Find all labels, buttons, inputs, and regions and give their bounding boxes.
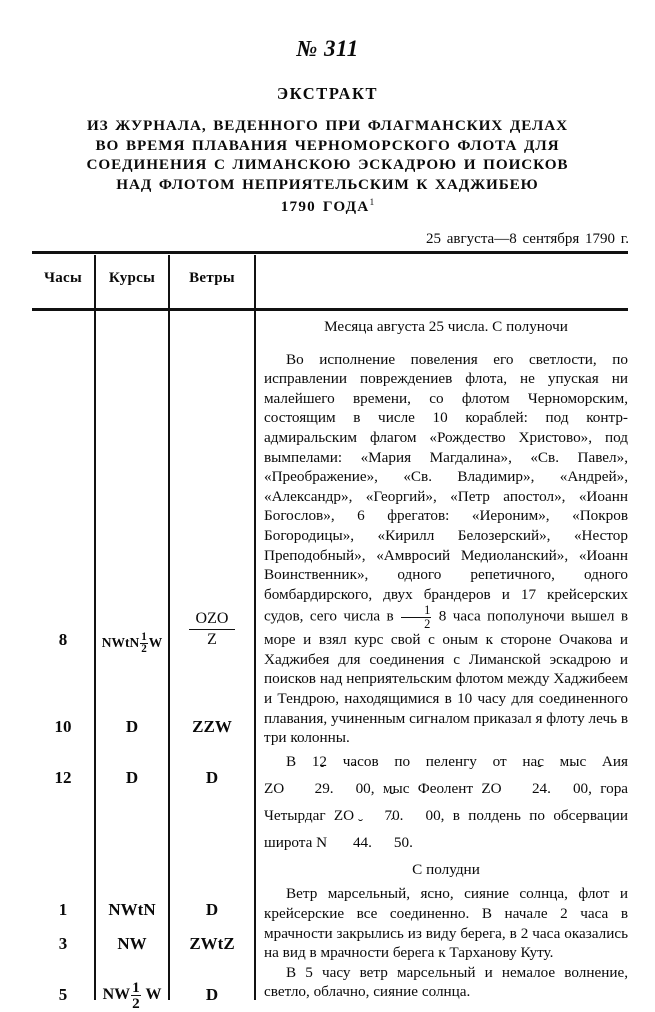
table-row-course: NWtN [108,900,156,919]
extract-label: ЭКСТРАКТ [276,84,379,103]
table-row-course [96,980,168,1011]
column-header-winds: Ветры [189,270,235,286]
acute-mark [334,766,356,780]
table-row-course: D [125,717,139,736]
table-row-hour: 5 [58,985,68,1004]
section-heading-midnight: Месяца августа 25 числа. С полуночи [324,318,568,335]
bearing-1-direction: ZO [264,779,285,797]
column-divider-winds [254,255,256,1000]
journal-table [32,251,629,1012]
table-row-hour: 8 [58,630,68,649]
date-range: 25 августа—8 сентября 1790 г. [426,230,629,247]
latitude-minutes: 50 [372,829,409,856]
wind-fraction [189,610,236,650]
bearing-3-minutes: 00 [403,802,440,829]
table-row-course [96,632,168,655]
title-line-4: НАД ФЛОТОМ НЕПРИЯТЕЛЬСКИМ К ХАДЖИБЕЮ [116,175,539,193]
column-header-courses: Курсы [108,270,156,286]
course-prefix: NW [102,986,131,1004]
paragraph-1-part-a: Во исполнение повеления его светлости, по исправлении повреждениев флота, не упуская ни малейшего времени, со флотом Черноморским, состоящим в числе 10 кораблей: под контр-адмиральским флагом «Рождество Христово», под вымпелами: «Мария Магдалина», «Св. Павел», «Преображение», «Св. Владимир», «Андрей», «Александр», «Георгий», «Петр апостол», «Иоанн Богослов», 6 фрегатов: «Иероним», «Покров Богородицы», «Кирилл Белозерский», «Нестор Преподобный», «Амвросий Медиоланский», «Иоанн Воинственник», одного репетичного, одного бомбардирского, двух брандеров и 17 крейсерских судов, сего числа в [264,350,628,625]
column-divider-hours [94,255,96,1000]
table-row-course: D [125,768,139,787]
fraction-numerator: 1 [424,603,431,618]
title-line-2: ВО ВРЕМЯ ПЛАВАНИЯ ЧЕРНОМОРСКОГО ФЛОТА ДЛЯ [95,136,560,154]
document-number [0,36,655,62]
bearing-3-label: , гора Четырдаг [264,779,629,824]
bearing-1-degrees: 29 [293,775,330,802]
bearing-2-minutes: 00 [551,775,588,802]
table-row-wind: D [205,985,219,1004]
table-row-course: NW [117,934,147,953]
fraction-denominator: 2 [141,643,147,656]
table-row-hour: 1 [58,900,68,919]
title-line-1: ИЗ ЖУРНАЛА, ВЕДЕННОГО ПРИ ФЛАГМАНСКИХ ДЕЛАХ [86,117,569,134]
table-row-wind: D [205,768,219,787]
bearing-1: ZO 29. 00 [264,780,371,797]
course-value [102,979,162,1012]
table-row-hour: 12 [54,768,72,787]
acute-mark [403,793,425,807]
course-prefix: NWtN [101,634,140,650]
latitude-value: N 44. 50 [316,834,409,851]
narrative-paragraph-2: Ветр марсельный, ясно, сияние солнца, флот и крейсерские все соединенно. В начале 2 часа в мрачности закрылись из виду берега, в 2 часа оказались на вид в мрачности берега к Тарханову Куту. [264,885,628,962]
bearing-1-minutes: 00 [334,775,371,802]
latitude-degrees: 44 [331,829,368,856]
narrative-paragraph-1 [264,350,628,748]
bearing-3-degrees: 70 [362,802,399,829]
title-year-line [34,194,621,217]
title-line-3: СОЕДИНЕНИЯ С ЛИМАНСКОЮ ЭСКАДРОЮ И ПОИСКОВ [86,156,569,173]
acute-mark [372,820,394,834]
course-value [101,631,163,656]
section-heading-afternoon: С полудни [412,860,480,878]
table-row-wind: ZWtZ [189,934,235,953]
wind-denominator: Z [189,629,236,649]
page-title [34,116,621,217]
numero-symbol: № [296,36,318,61]
bearing-3-direction: ZO [333,806,355,824]
footnote-marker: 1 [369,198,375,208]
fraction-numerator: 1 [141,631,147,643]
bearing-2-degrees: 24 [510,775,547,802]
bearing-tail: , в полдень по обсервации широта [264,806,628,851]
bearing-2-label: , мыс Феолент [370,779,474,797]
narrative-column [264,251,628,1002]
table-row-hour: 3 [58,934,68,953]
bearing-2: ZO 24. 00 [481,780,588,797]
bearing-intro: В 12 часов по пеленгу от нас мыс Аия [286,752,628,770]
course-suffix: W [148,634,163,650]
course-fraction [131,980,141,1011]
table-row-hour: 10 [54,717,72,736]
table-row-wind [170,609,254,650]
paragraph-1-part-b: 8 часа пополуночи вышел в море и взял курс свой с оным к стороне Очакова и Хаджибея для соединения с Лиманской эскадрою и поисков над неприятельским флотом между Хаджибеем и Тендрою, находящимися в 10 часу для соединенного плавания, учиненным сигналом приказал я флоту лечь в три колонны. [264,607,628,747]
narrative-paragraph-3: В 5 часу ветр марсельный и немалое волнение, светло, облачно, сияние солнца. [264,963,628,1001]
column-header-hours: Часы [43,270,83,286]
course-fraction [140,632,148,655]
fraction-numerator: 1 [132,979,140,996]
wind-numerator: OZO [195,610,229,627]
latitude-direction: N [316,833,328,851]
bearing-3: ZO 70. 00 [334,807,441,824]
latitude-tail: . [409,833,413,851]
title-year: 1790 ГОДА [280,198,370,216]
acute-mark [551,766,573,780]
document-number-value: 311 [324,36,359,61]
fraction-denominator: 2 [401,617,431,630]
bearing-2-direction: ZO [481,779,502,797]
half-fraction [401,604,431,630]
narrative-paragraph-bearings [264,748,628,856]
fraction-denominator: 2 [132,995,140,1012]
table-row-wind: ZZW [192,717,232,736]
course-suffix: W [145,986,162,1004]
table-row-wind: D [205,900,219,919]
